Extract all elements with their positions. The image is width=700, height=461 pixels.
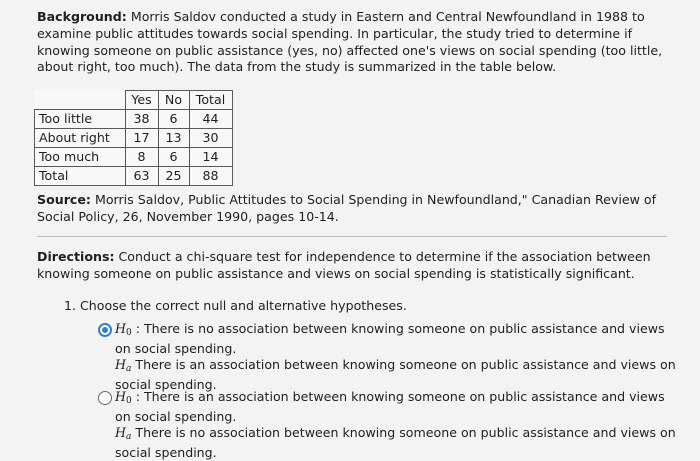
ha-text: There is an association between knowing someone on public assistance and views on social spending. [115, 357, 676, 392]
source-label: Source: [37, 192, 91, 207]
directions-label: Directions: [37, 249, 115, 264]
background-paragraph [37, 9, 677, 76]
table-cell: 17 [125, 129, 158, 148]
answer-option-1[interactable] [98, 321, 678, 393]
table-cell: 8 [125, 148, 158, 167]
directions-text: Conduct a chi-square test for independence to determine if the association between knowing someone on public assistance and views on social spending is statistically significant. [37, 249, 651, 281]
source-citation [37, 192, 677, 226]
table-row [35, 148, 233, 167]
table-cell: 25 [158, 167, 189, 186]
table-cell: 88 [189, 167, 232, 186]
table-header: Total [189, 91, 232, 110]
ha-symbol: Ha [115, 357, 132, 374]
row-label: Too little [35, 110, 126, 129]
table-cell: 6 [158, 148, 189, 167]
table-header: Yes [125, 91, 158, 110]
background-text: Morris Saldov conducted a study in Eastern and Central Newfoundland in 1988 to examine public attitudes towards social spending. In particular, the study tried to determine if knowing someone on public assistance (yes, no) affected one's views on social spending (too little, about right, too much). The data from the study is summarized in the table below. [37, 9, 663, 75]
contingency-table [34, 90, 233, 186]
h0-text: : There is an association between knowing someone on public assistance and views on social spending. [115, 389, 665, 424]
h0-symbol: $H_0$ [115, 321, 132, 338]
row-label: About right [35, 129, 126, 148]
radio-button[interactable] [98, 391, 112, 405]
null-hypothesis [115, 321, 678, 357]
table-row [35, 110, 233, 129]
ha-symbol: Ha [115, 425, 132, 442]
table-header-row [35, 91, 233, 110]
question-1-prompt: 1. Choose the correct null and alternative hypotheses. [64, 298, 407, 313]
table-row [35, 129, 233, 148]
source-text: Morris Saldov, Public Attitudes to Social Spending in Newfoundland," Canadian Review of Social Policy, 26, November 1990, pages 10-14. [37, 192, 657, 224]
table-cell: 6 [158, 110, 189, 129]
row-label: Total [35, 167, 126, 186]
null-hypothesis [115, 389, 678, 425]
ha-text: There is no association between knowing someone on public assistance and views on social spending. [115, 425, 676, 460]
table-cell: 38 [125, 110, 158, 129]
background-label: Background: [37, 9, 127, 24]
table-cell: 14 [189, 148, 232, 167]
radio-button-selected[interactable] [98, 323, 112, 337]
answer-option-2[interactable] [98, 389, 678, 461]
table-cell: 30 [189, 129, 232, 148]
table-cell: 44 [189, 110, 232, 129]
h0-text: : There is no association between knowing someone on public assistance and views on social spending. [115, 321, 665, 356]
h0-symbol: $H_0$ [115, 389, 132, 406]
table-corner [35, 91, 126, 110]
table-cell: 13 [158, 129, 189, 148]
section-divider [37, 236, 667, 237]
alternative-hypothesis [115, 357, 678, 393]
table-row [35, 167, 233, 186]
row-label: Too much [35, 148, 126, 167]
directions-paragraph [37, 249, 677, 283]
table-header: No [158, 91, 189, 110]
table-cell: 63 [125, 167, 158, 186]
